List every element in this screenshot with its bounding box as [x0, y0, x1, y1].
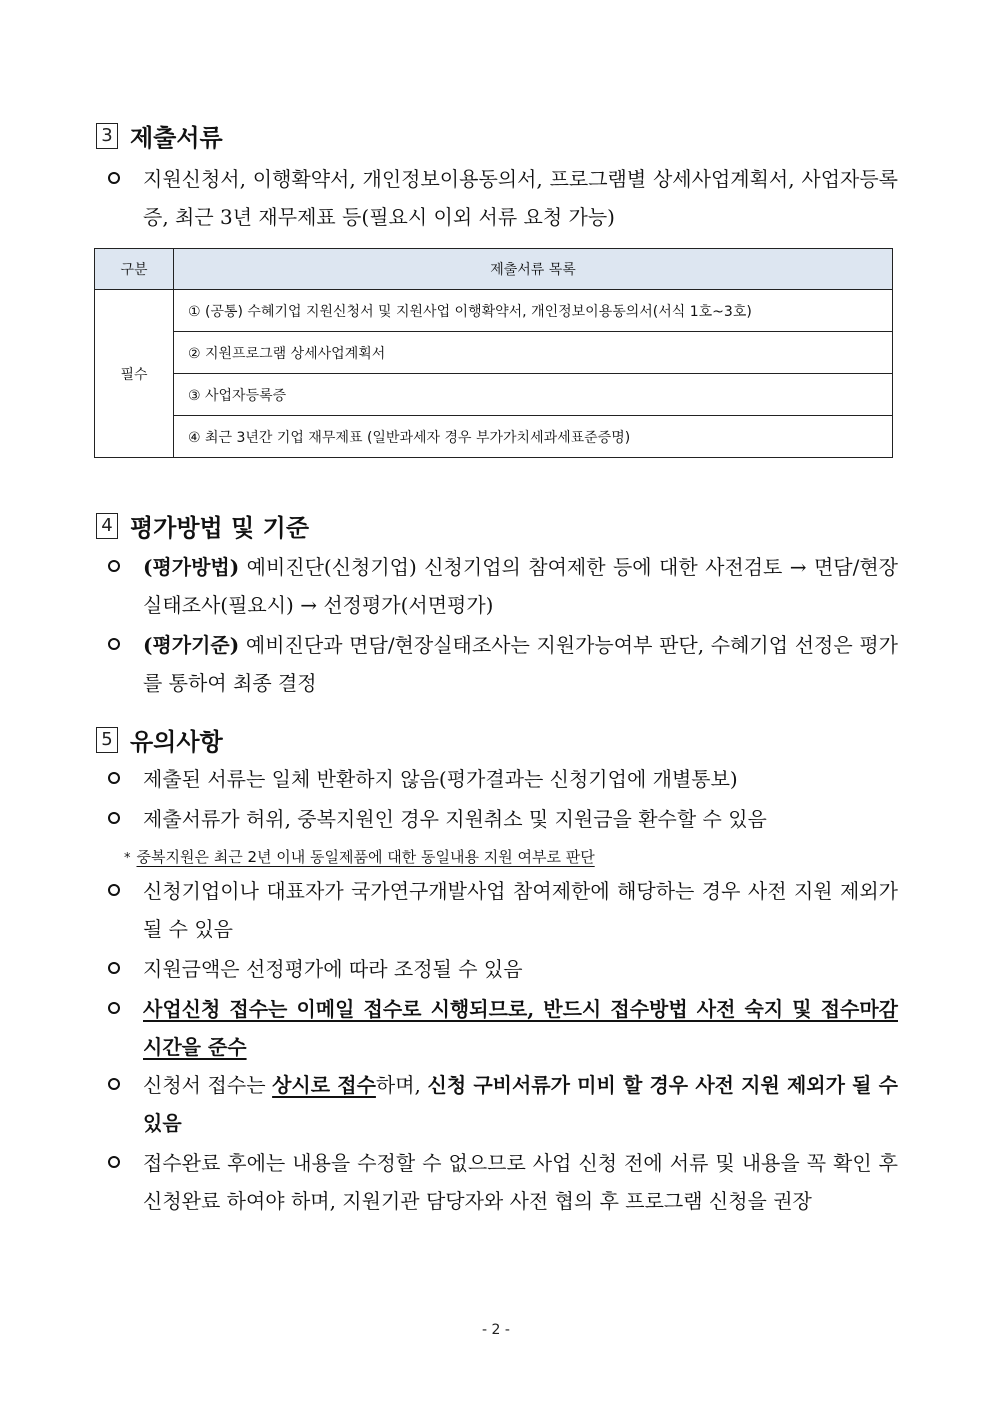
- table-row: [95, 332, 893, 374]
- list-item: [108, 548, 898, 624]
- circle-bullet-icon: [108, 638, 120, 650]
- list-item: [108, 990, 898, 1066]
- table-row: [95, 374, 893, 416]
- bullet-emphasis: 신청 구비서류가 미비 할 경우 사전 지원 제외가 될 수 있음: [143, 1073, 898, 1135]
- bullet-text: 지원금액은 선정평가에 따라 조정될 수 있음: [143, 957, 523, 981]
- circle-bullet-icon: [108, 962, 120, 974]
- circle-bullet-icon: [108, 560, 120, 572]
- table-row: [95, 416, 893, 458]
- table-cell-document: ① (공통) 수혜기업 지원신청서 및 지원사업 이행확약서, 개인정보이용동의서(서식 1호~3호): [174, 290, 893, 332]
- circle-bullet-icon: [108, 1156, 120, 1168]
- section-number-box: 3: [96, 123, 118, 149]
- circle-bullet-icon: [108, 812, 120, 824]
- bullet-text: 접수완료 후에는 내용을 수정할 수 없으므로 사업 신청 전에 서류 및 내용을 꼭 확인 후 신청완료 하여야 하며, 지원기관 담당자와 사전 협의 후 프로그램 신청을 권장: [143, 1151, 898, 1213]
- bullet-text: 지원신청서, 이행확약서, 개인정보이용동의서, 프로그램별 상세사업계획서, 사업자등록증, 최근 3년 재무제표 등(필요시 이외 서류 요청 가능): [143, 167, 898, 229]
- bullet-text: 신청기업이나 대표자가 국가연구개발사업 참여제한에 해당하는 경우 사전 지원 제외가 될 수 있음: [143, 879, 898, 941]
- list-item: [108, 160, 898, 236]
- list-item: [108, 800, 898, 838]
- bullet-text: 제출서류가 허위, 중복지원인 경우 지원취소 및 지원금을 환수할 수 있음: [143, 807, 767, 831]
- bullet-label: (평가기준): [143, 633, 240, 657]
- table-cell-document: ④ 최근 3년간 기업 재무제표 (일반과세자 경우 부가가치세과세표준증명): [174, 416, 893, 458]
- list-item: [108, 1144, 898, 1220]
- page-number: - 2 -: [482, 1322, 510, 1338]
- list-item: [108, 626, 898, 702]
- circle-bullet-icon: [108, 1002, 120, 1014]
- list-item: [108, 760, 898, 798]
- required-documents-table: [94, 248, 893, 458]
- bullet-text: 하며,: [375, 1073, 428, 1097]
- bullet-text: 신청서 접수는: [143, 1073, 273, 1097]
- bullet-text: 제출된 서류는 일체 반환하지 않음(평가결과는 신청기업에 개별통보): [143, 767, 738, 791]
- footnote: [124, 846, 595, 870]
- section-3-heading: [96, 118, 223, 153]
- table-cell-category: 필수: [95, 290, 174, 458]
- table-header-documents: 제출서류 목록: [174, 249, 893, 290]
- bullet-text: 사업신청 접수는 이메일 접수로 시행되므로, 반드시 접수방법 사전 숙지 및 접수마감 시간을 준수: [143, 997, 898, 1059]
- circle-bullet-icon: [108, 772, 120, 784]
- list-item: [108, 950, 898, 988]
- section-5-heading: [96, 722, 223, 757]
- circle-bullet-icon: [108, 1078, 120, 1090]
- list-item: [108, 872, 898, 948]
- section-title: 유의사항: [130, 728, 223, 756]
- bullet-text: 예비진단과 면담/현장실태조사는 지원가능여부 판단, 수혜기업 선정은 평가를 통하여 최종 결정: [143, 633, 898, 695]
- circle-bullet-icon: [108, 884, 120, 896]
- table-header-category: 구분: [95, 249, 174, 290]
- footnote-text: 중복지원은 최근 2년 이내 동일제품에 대한 동일내용 지원 여부로 판단: [136, 848, 595, 866]
- section-number-box: 5: [96, 727, 118, 753]
- circle-bullet-icon: [108, 172, 120, 184]
- table-cell-document: ② 지원프로그램 상세사업계획서: [174, 332, 893, 374]
- bullet-emphasis: 상시로 접수: [272, 1073, 376, 1097]
- list-item: [108, 1066, 898, 1142]
- table-row: [95, 290, 893, 332]
- section-title: 제출서류: [130, 124, 223, 152]
- asterisk-icon: *: [124, 851, 131, 866]
- table-cell-document: ③ 사업자등록증: [174, 374, 893, 416]
- section-number-box: 4: [96, 513, 118, 539]
- section-title: 평가방법 및 기준: [130, 514, 309, 542]
- bullet-label: (평가방법): [143, 555, 240, 579]
- bullet-text: 예비진단(신청기업) 신청기업의 참여제한 등에 대한 사전검토 → 면담/현장실태조사(필요시) → 선정평가(서면평가): [143, 555, 898, 617]
- section-4-heading: [96, 508, 309, 543]
